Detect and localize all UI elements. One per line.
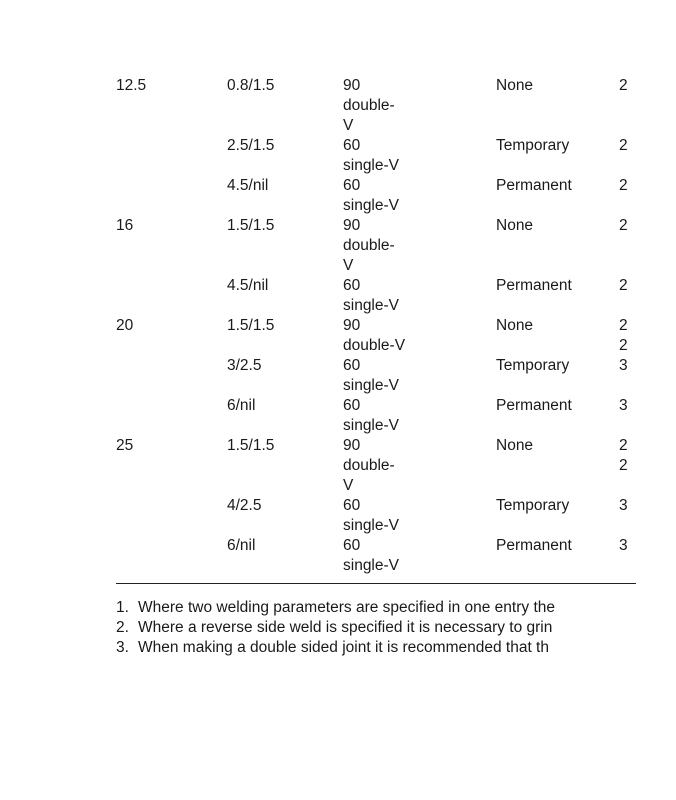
- cell-backing: [496, 216, 619, 276]
- preparation-line: single-V: [343, 377, 399, 394]
- truncated-value: 2: [619, 177, 628, 194]
- cell-gap: [227, 316, 343, 356]
- cell-thickness-text: 12.5: [116, 77, 147, 94]
- cell-thickness: [116, 76, 227, 136]
- preparation-line: V: [343, 477, 354, 494]
- truncated-value: 2: [619, 217, 628, 234]
- cell-backing-text: Temporary: [496, 137, 570, 154]
- cell-backing: [496, 356, 619, 396]
- cell-gap-text: 4.5/nil: [227, 277, 269, 294]
- cell-backing: [496, 276, 619, 316]
- cell-gap-text: 1.5/1.5: [227, 437, 275, 454]
- cell-preparation: [343, 536, 496, 576]
- cell-backing: [496, 136, 619, 176]
- cell-preparation: [343, 316, 496, 356]
- cell-truncated-column: [619, 436, 676, 496]
- preparation-line: 60: [343, 397, 361, 414]
- cell-gap-text: 4.5/nil: [227, 177, 269, 194]
- truncated-value: 3: [619, 497, 628, 514]
- note-number: 1.: [116, 599, 129, 616]
- cell-backing: [496, 496, 619, 536]
- cell-backing-text: Permanent: [496, 537, 572, 554]
- cell-gap: [227, 436, 343, 496]
- cell-truncated-column: [619, 276, 676, 316]
- table-row: [116, 76, 676, 136]
- cell-gap: [227, 76, 343, 136]
- cell-thickness: [116, 136, 227, 176]
- cell-truncated-column: [619, 396, 676, 436]
- cell-preparation: [343, 176, 496, 216]
- cell-thickness: [116, 276, 227, 316]
- note-item: [116, 618, 676, 638]
- cell-gap: [227, 276, 343, 316]
- cell-thickness: [116, 536, 227, 576]
- cell-gap: [227, 176, 343, 216]
- cell-backing: [496, 176, 619, 216]
- cell-backing-text: Temporary: [496, 357, 570, 374]
- note-text: When making a double sided joint it is recommended that th: [138, 639, 549, 656]
- note-text: Where a reverse side weld is specified it is necessary to grin: [138, 619, 553, 636]
- table-row: [116, 316, 676, 356]
- preparation-line: 90: [343, 77, 361, 94]
- preparation-line: V: [343, 257, 354, 274]
- cell-backing-text: None: [496, 77, 534, 94]
- cell-truncated-column: [619, 536, 676, 576]
- table-row: [116, 136, 676, 176]
- table-row: [116, 396, 676, 436]
- cell-truncated-column: [619, 76, 676, 136]
- truncated-value: 2 2: [619, 437, 628, 474]
- cell-backing-text: None: [496, 437, 534, 454]
- cell-truncated-column: [619, 176, 676, 216]
- cell-thickness: [116, 396, 227, 436]
- table-row: [116, 356, 676, 396]
- table-row: [116, 176, 676, 216]
- note-number: 2.: [116, 619, 129, 636]
- cell-truncated-column: [619, 316, 676, 356]
- table-notes: [116, 598, 676, 658]
- cell-thickness: [116, 496, 227, 536]
- cell-thickness-text: 16: [116, 217, 134, 234]
- cell-gap-text: 2.5/1.5: [227, 137, 275, 154]
- truncated-value: 3: [619, 397, 628, 414]
- preparation-line: single-V: [343, 197, 399, 214]
- cell-gap-text: 4/2.5: [227, 497, 262, 514]
- preparation-line: 60: [343, 177, 361, 194]
- cell-thickness: [116, 356, 227, 396]
- preparation-line: single-V: [343, 557, 399, 574]
- cell-preparation: [343, 276, 496, 316]
- preparation-line: single-V: [343, 157, 399, 174]
- preparation-line: 90: [343, 437, 361, 454]
- truncated-value: 3: [619, 537, 628, 554]
- preparation-line: double-V: [343, 337, 406, 354]
- cell-gap: [227, 136, 343, 176]
- cell-preparation: [343, 356, 496, 396]
- truncated-value: 2: [619, 277, 628, 294]
- cell-gap: [227, 356, 343, 396]
- preparation-line: single-V: [343, 417, 399, 434]
- cell-preparation: [343, 136, 496, 176]
- cell-gap-text: 6/nil: [227, 397, 256, 414]
- cell-thickness: [116, 176, 227, 216]
- cell-thickness: [116, 216, 227, 276]
- truncated-value: 3: [619, 357, 628, 374]
- cell-truncated-column: [619, 136, 676, 176]
- cell-gap-text: 3/2.5: [227, 357, 262, 374]
- truncated-value: 2 2: [619, 317, 628, 354]
- preparation-line: single-V: [343, 517, 399, 534]
- cell-backing: [496, 76, 619, 136]
- preparation-line: 60: [343, 357, 361, 374]
- welding-parameters-table: [116, 76, 676, 576]
- cell-preparation: [343, 216, 496, 276]
- cell-thickness-text: 20: [116, 317, 134, 334]
- table-row: [116, 436, 676, 496]
- table-body: [116, 76, 676, 576]
- cell-backing-text: Temporary: [496, 497, 570, 514]
- cell-backing-text: Permanent: [496, 277, 572, 294]
- cell-gap: [227, 216, 343, 276]
- preparation-line: 90: [343, 317, 361, 334]
- table-bottom-rule: [116, 583, 636, 584]
- cell-backing-text: Permanent: [496, 177, 572, 194]
- cell-gap-text: 1.5/1.5: [227, 217, 275, 234]
- table-row: [116, 496, 676, 536]
- truncated-value: 2: [619, 137, 628, 154]
- cell-truncated-column: [619, 496, 676, 536]
- preparation-line: 60: [343, 137, 361, 154]
- preparation-line: single-V: [343, 297, 399, 314]
- cell-gap-text: 0.8/1.5: [227, 77, 275, 94]
- note-text: Where two welding parameters are specified in one entry the: [138, 599, 555, 616]
- table-row: [116, 216, 676, 276]
- cell-backing: [496, 536, 619, 576]
- preparation-line: 60: [343, 537, 361, 554]
- preparation-line: 90: [343, 217, 361, 234]
- cell-preparation: [343, 436, 496, 496]
- cell-backing-text: Permanent: [496, 397, 572, 414]
- cell-backing: [496, 436, 619, 496]
- preparation-line: V: [343, 117, 354, 134]
- preparation-line: 60: [343, 497, 361, 514]
- cell-gap: [227, 496, 343, 536]
- table-row: [116, 276, 676, 316]
- cell-truncated-column: [619, 356, 676, 396]
- cell-gap: [227, 396, 343, 436]
- cell-thickness: [116, 316, 227, 356]
- cell-gap-text: 6/nil: [227, 537, 256, 554]
- cell-preparation: [343, 76, 496, 136]
- note-item: [116, 638, 676, 658]
- cell-thickness: [116, 436, 227, 496]
- cell-preparation: [343, 396, 496, 436]
- cell-gap: [227, 536, 343, 576]
- table-row: [116, 536, 676, 576]
- note-item: [116, 598, 676, 618]
- preparation-line: 60: [343, 277, 361, 294]
- preparation-line: double-: [343, 97, 395, 114]
- preparation-line: double-: [343, 237, 395, 254]
- cell-gap-text: 1.5/1.5: [227, 317, 275, 334]
- cell-truncated-column: [619, 216, 676, 276]
- cell-backing: [496, 396, 619, 436]
- preparation-line: double-: [343, 457, 395, 474]
- cell-preparation: [343, 496, 496, 536]
- cell-backing-text: None: [496, 217, 534, 234]
- cell-thickness-text: 25: [116, 437, 134, 454]
- cell-backing: [496, 316, 619, 356]
- cell-backing-text: None: [496, 317, 534, 334]
- truncated-value: 2: [619, 77, 628, 94]
- note-number: 3.: [116, 639, 129, 656]
